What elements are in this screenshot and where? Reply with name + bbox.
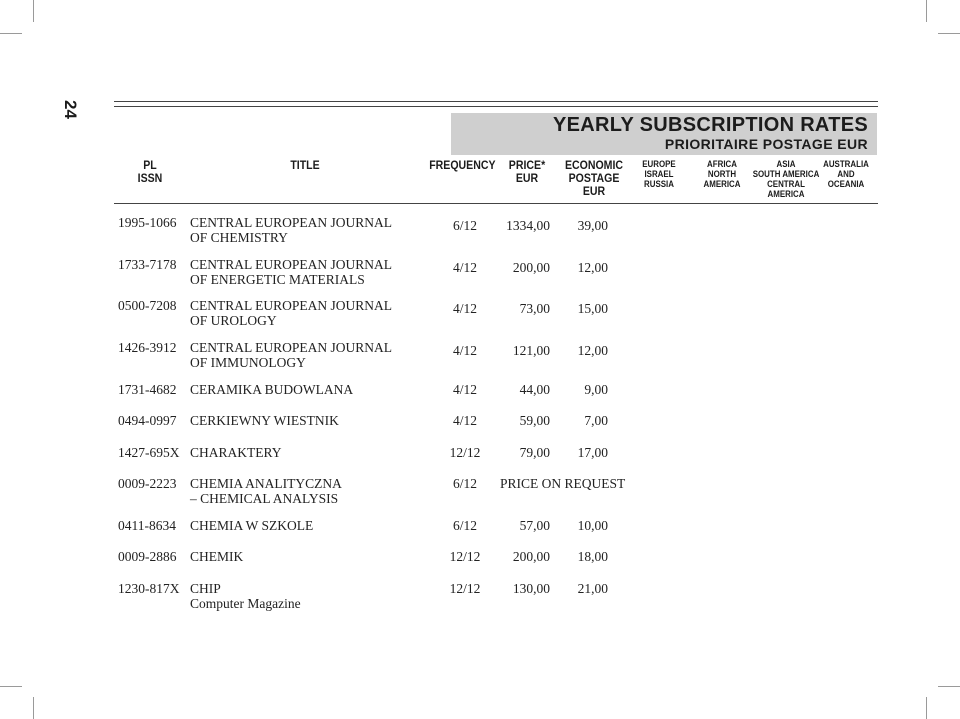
header-asia: ASIA SOUTH AMERICA CENTRAL AMERICA [752, 159, 820, 199]
title-cell [190, 413, 339, 428]
title-cell [190, 382, 353, 397]
frequency-cell: 4/12 [452, 301, 477, 316]
table-row [0, 413, 960, 447]
table-row [0, 581, 960, 615]
title-cell [190, 298, 392, 328]
title-line: CENTRAL EUROPEAN JOURNAL [190, 340, 392, 355]
postage-cell: 15,00 [577, 301, 608, 316]
top-rule [114, 101, 878, 102]
price-cell: 200,00 [512, 549, 550, 564]
header-frequency: FREQUENCY [429, 158, 496, 172]
issn-cell: 1427-695X [118, 445, 180, 460]
banner-title: YEARLY SUBSCRIPTION RATES [553, 114, 868, 136]
title-line: CHEMIK [190, 549, 244, 564]
frequency-cell: 4/12 [452, 382, 477, 397]
header-issn: PL ISSN [137, 158, 163, 185]
table-row [0, 257, 960, 291]
issn-cell: 0009-2223 [118, 476, 177, 491]
issn-cell: 0494-0997 [118, 413, 177, 428]
issn-cell: 0411-8634 [118, 518, 176, 533]
title-line: CHIP [190, 581, 221, 596]
table-row [0, 476, 960, 510]
postage-cell: 12,00 [577, 343, 608, 358]
title-line: OF CHEMISTRY [190, 230, 288, 245]
frequency-cell: 12/12 [449, 549, 481, 564]
postage-cell: 12,00 [577, 260, 608, 275]
crop-mark [926, 697, 927, 719]
table-row [0, 340, 960, 374]
issn-cell: 1733-7178 [118, 257, 177, 272]
price-cell: 121,00 [512, 343, 550, 358]
title-line: OF IMMUNOLOGY [190, 355, 306, 370]
header-europe: EUROPE ISRAEL RUSSIA [642, 159, 676, 189]
frequency-cell: 12/12 [449, 581, 481, 596]
title-line: CHEMIA ANALITYCZNA [190, 476, 342, 491]
header-rule [114, 203, 878, 204]
header-title: TITLE [290, 158, 320, 172]
title-cell [190, 340, 392, 370]
title-cell [190, 445, 282, 460]
frequency-cell: 4/12 [452, 260, 477, 275]
title-line: Computer Magazine [190, 596, 301, 611]
price-cell: 44,00 [519, 382, 550, 397]
issn-cell: 1731-4682 [118, 382, 177, 397]
title-line: CHARAKTERY [190, 445, 282, 460]
table-row [0, 549, 960, 583]
price-on-request: PRICE ON REQUEST [500, 476, 626, 491]
title-line: OF UROLOGY [190, 313, 277, 328]
top-rule [114, 106, 878, 107]
crop-mark [0, 33, 22, 34]
table-row [0, 215, 960, 249]
title-line: OF ENERGETIC MATERIALS [190, 272, 365, 287]
price-cell: 79,00 [519, 445, 550, 460]
title-line: CENTRAL EUROPEAN JOURNAL [190, 215, 392, 230]
crop-mark [33, 0, 34, 22]
postage-cell: 39,00 [577, 218, 608, 233]
price-cell: 59,00 [519, 413, 550, 428]
issn-cell: 0009-2886 [118, 549, 177, 564]
table-row [0, 518, 960, 552]
price-cell: 200,00 [512, 260, 550, 275]
banner-subtitle: PRIORITAIRE POSTAGE EUR [664, 136, 868, 152]
title-line: – CHEMICAL ANALYSIS [190, 491, 339, 506]
postage-cell: 21,00 [577, 581, 608, 596]
title-line: CENTRAL EUROPEAN JOURNAL [190, 257, 392, 272]
header-price: PRICE* EUR [508, 158, 546, 185]
crop-mark [33, 697, 34, 719]
issn-cell: 1426-3912 [118, 340, 177, 355]
postage-cell: 10,00 [577, 518, 608, 533]
title-cell [190, 581, 301, 611]
postage-cell: 18,00 [577, 549, 608, 564]
title-line: CHEMIA W SZKOLE [190, 518, 314, 533]
frequency-cell: 6/12 [452, 476, 477, 491]
title-line: CERAMIKA BUDOWLANA [190, 382, 354, 397]
header-australia: AUSTRALIA AND OCEANIA [823, 159, 869, 189]
frequency-cell: 12/12 [449, 445, 481, 460]
frequency-cell: 4/12 [452, 413, 477, 428]
header-africa: AFRICA NORTH AMERICA [703, 159, 741, 189]
crop-mark [926, 0, 927, 22]
postage-cell: 17,00 [577, 445, 608, 460]
price-cell: 57,00 [519, 518, 550, 533]
table-row [0, 382, 960, 416]
frequency-cell: 4/12 [452, 343, 477, 358]
price-cell: 130,00 [512, 581, 550, 596]
price-cell: 73,00 [519, 301, 550, 316]
title-line: CERKIEWNY WIESTNIK [190, 413, 339, 428]
table-row [0, 445, 960, 479]
frequency-cell: 6/12 [452, 518, 477, 533]
postage-cell: 9,00 [584, 382, 608, 397]
crop-mark [938, 686, 960, 687]
price-cell: 1334,00 [506, 218, 550, 233]
header-postage: ECONOMIC POSTAGE EUR [564, 158, 624, 198]
title-cell [190, 549, 243, 564]
frequency-cell: 6/12 [452, 218, 477, 233]
issn-cell: 0500-7208 [118, 298, 177, 313]
page-number: 24 [61, 100, 80, 119]
postage-cell: 7,00 [584, 413, 608, 428]
issn-cell: 1230-817X [118, 581, 180, 596]
title-cell [190, 257, 392, 287]
title-cell [190, 518, 313, 533]
crop-mark [0, 686, 22, 687]
title-cell [190, 215, 392, 245]
title-cell [190, 476, 342, 506]
title-line: CENTRAL EUROPEAN JOURNAL [190, 298, 392, 313]
crop-mark [938, 33, 960, 34]
issn-cell: 1995-1066 [118, 215, 177, 230]
table-row [0, 298, 960, 332]
